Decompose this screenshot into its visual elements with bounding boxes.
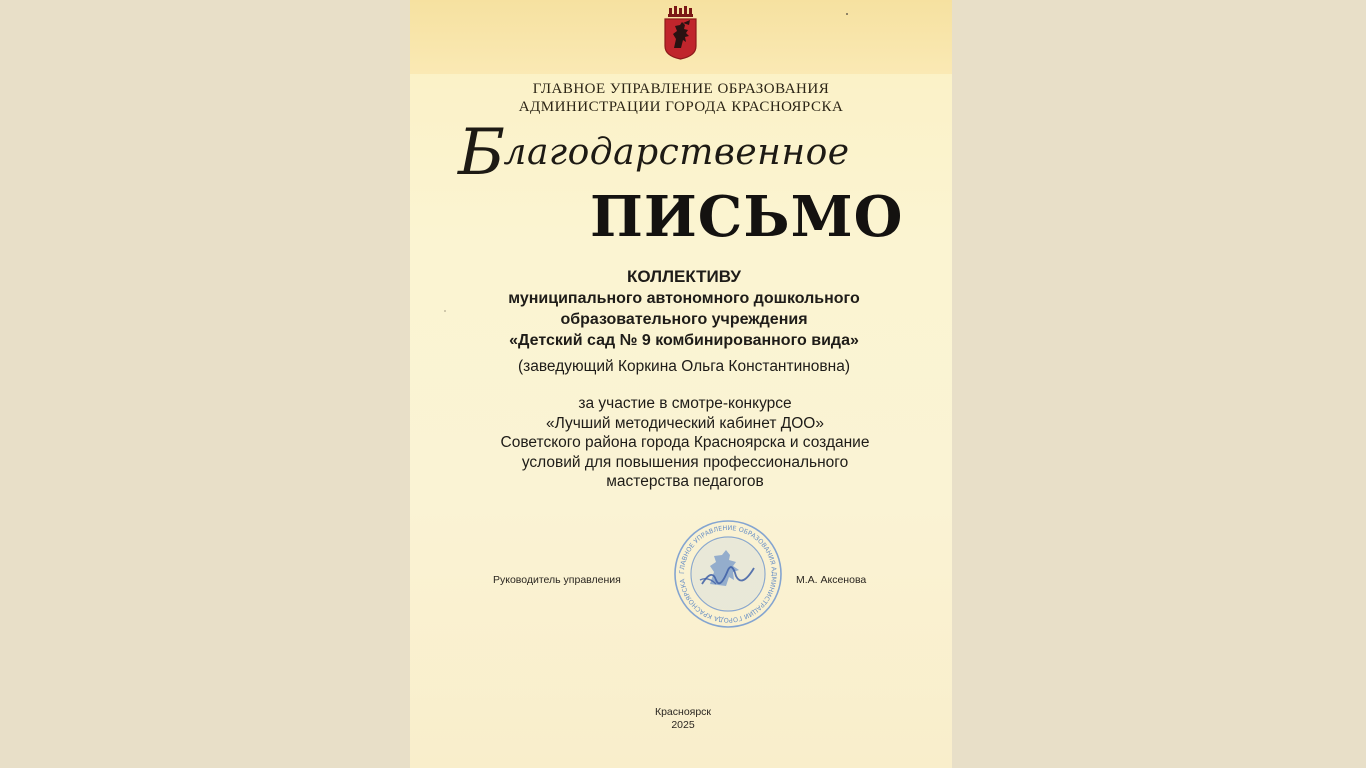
footer-year: 2025 [671,718,695,731]
recipient-heading: КОЛЛЕКТИВУ [627,267,741,286]
title-script-initial: Б [458,116,506,190]
award-reason [410,394,952,492]
seal-text: ГЛАВНОЕ УПРАВЛЕНИЕ ОБРАЗОВАНИЯ АДМИНИСТРАЦИИ ГОРОДА КРАСНОЯРСКА [677,523,779,625]
recipient-line-1: муниципального автономного дошкольного [508,290,860,307]
reason-line-4: условий для повышения профессионального [521,453,849,471]
title-script-rest: лагодарственное [503,132,850,173]
signatory-title: Руководитель управления [493,574,621,586]
paper-speck [846,13,848,15]
letter-footer [410,706,952,731]
recipient-line-3: «Детский сад № 9 комбинированного вида» [509,332,859,349]
issuer-organization [410,80,952,116]
letter-title-main: ПИСЬМО [590,184,904,250]
gratitude-letter [410,0,952,768]
reason-line-5: мастерства педагогов [606,473,764,490]
reason-line-2: «Лучший методический кабинет ДОО» [546,414,824,432]
issuer-line-2: АДМИНИСТРАЦИИ ГОРОДА КРАСНОЯРСКА [518,99,844,115]
issuer-line-1: ГЛАВНОЕ УПРАВЛЕНИЕ ОБРАЗОВАНИЯ [532,81,830,97]
footer-city: Красноярск [654,706,712,718]
letter-title-script [458,116,928,190]
official-seal-icon [672,518,784,630]
reason-line-3: Советского района города Красноярска и создание [500,434,870,451]
reason-line-1: за участие в смотре-конкурсе [578,395,792,412]
recipient-head-person: (заведующий Коркина Ольга Константиновна) [517,358,851,375]
recipient-line-2: образовательного учреждения [560,311,808,328]
coat-of-arms-icon [663,6,698,60]
paper-speck [444,310,446,312]
recipient-block [410,266,952,377]
signatory-name: М.А. Аксенова [796,574,867,586]
